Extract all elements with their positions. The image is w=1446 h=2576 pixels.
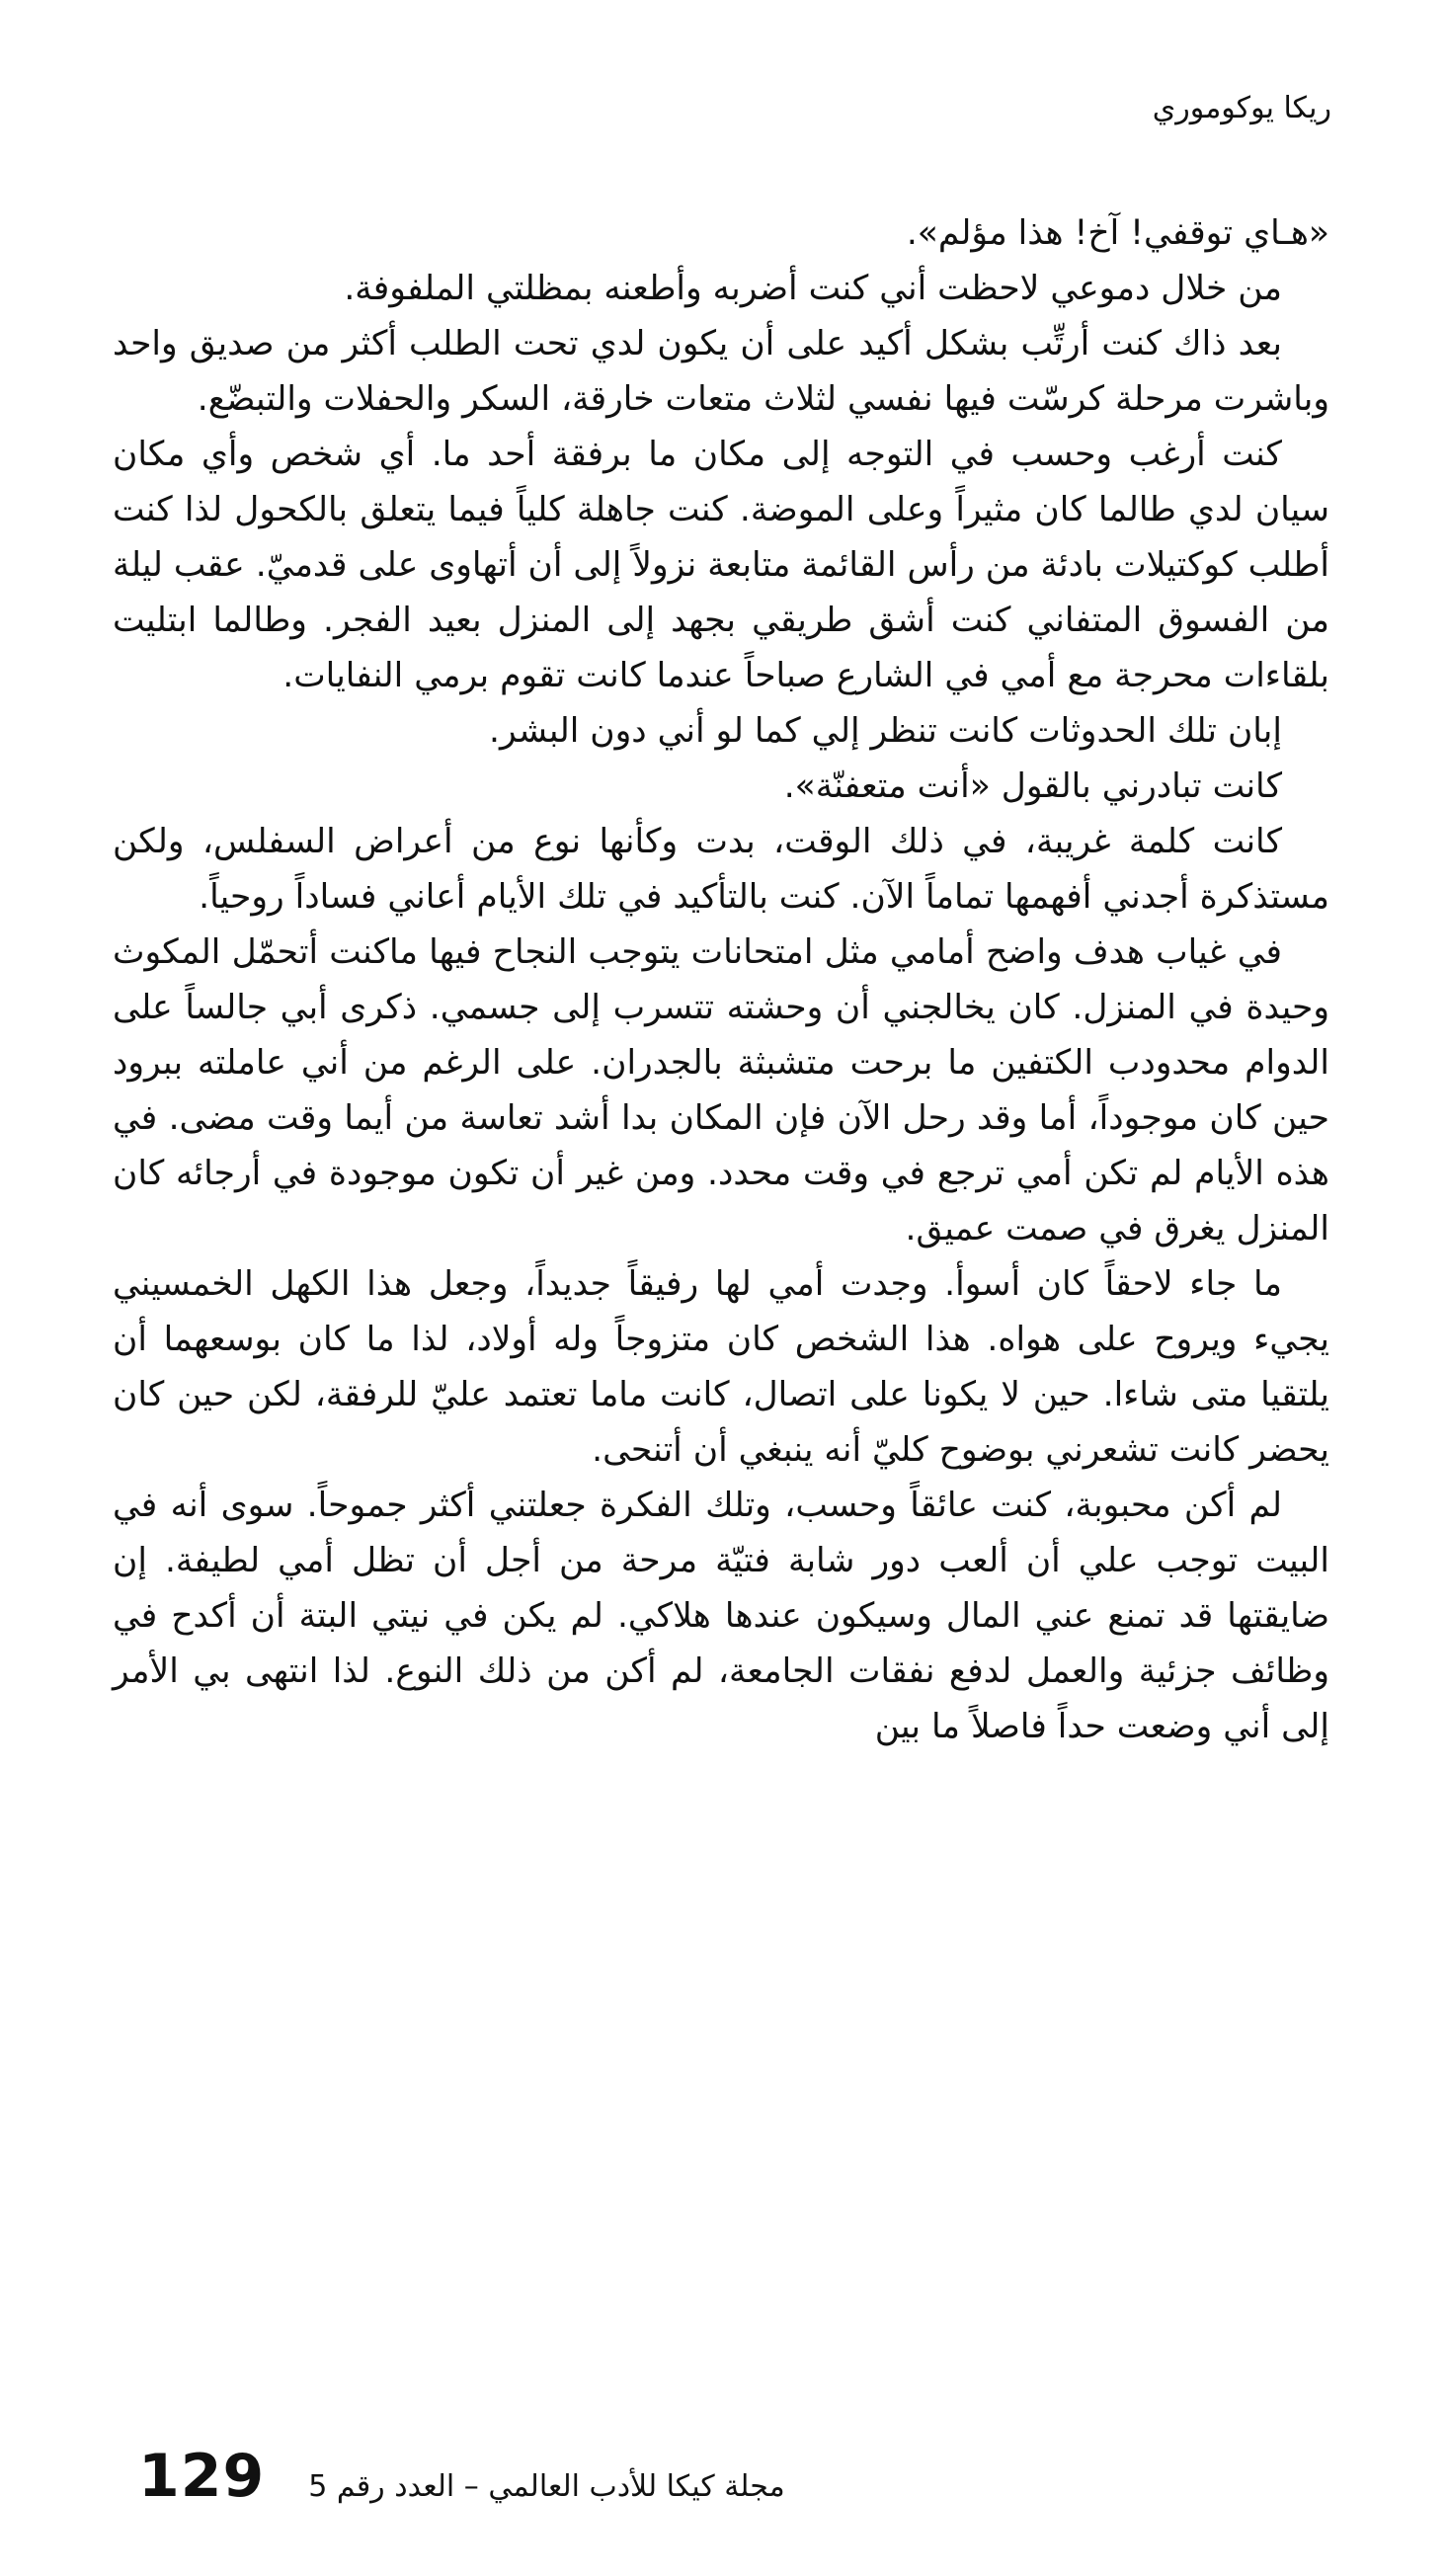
paragraph: ما جاء لاحقاً كان أسوأ. وجدت أمي لها رفيقاً جديداً، وجعل هذا الكهل الخمسيني يجيء ويروح على هواه. هذا الشخص كان متزوجاً وله أولاد، لذا ما كان بوسعهما أن يلتقيا متى شاءا. حين لا يكونا على اتصال، كانت ماما تعتمد عليّ للرفقة، لكن حين كان يحضر كانت تشعرني بوضوح كليّ أنه ينبغي أن أتنحى. [113,1264,1329,1470]
page-footer [138,2442,785,2511]
paragraph: كنت أرغب وحسب في التوجه إلى مكان ما برفقة أحد ما. أي شخص وأي مكان سيان لدي طالما كان مثيراً وعلى الموضة. كنت جاهلة كلياً فيما يتعلق بالكحول لذا كنت أطلب كوكتيلات بادئة من رأس القائمة متابعة نزولاً إلى أن أتهاوى على قدميّ. عقب ليلة من الفسوق المتفاني كنت أشق طريقي بجهد إلى المنزل بعيد الفجر. وطالما ابتليت بلقاءات محرجة مع أمي في الشارع صباحاً عندما كانت تقوم برمي النفايات. [113,435,1329,695]
paragraph: إبان تلك الحدوثات كانت تنظر إلي كما لو أني دون البشر. [489,711,1282,751]
paragraph: من خلال دموعي لاحظت أني كنت أضربه وأطعنه بمظلتي الملفوفة. [344,269,1282,308]
paragraph: كانت كلمة غريبة، في ذلك الوقت، بدت وكأنها نوع من أعراض السفلس، ولكن مستذكرة أجدني أفهمها تماماً الآن. كنت بالتأكيد في تلك الأيام أعاني فساداً روحياً. [113,822,1329,917]
paragraph: «هـاي توقفي! آخ! هذا مؤلم». [906,213,1329,253]
paragraph: لم أكن محبوبة، كنت عائقاً وحسب، وتلك الفكرة جعلتني أكثر جموحاً. سوى أنه في البيت توجب علي أن ألعب دور شابة فتيّة مرحة من أجل أن تظل أمي لطيفة. إن ضايقتها قد تمنع عني المال وسيكون عندها هلاكي. لم يكن في نيتي البتة أن أكدح في وظائف جزئية والعمل لدفع نفقات الجامعة، لم أكن من ذلك النوع. لذا انتهى بي الأمر إلى أني وضعت حداً فاصلاً ما بين [113,1486,1329,1746]
page-number: 129 [138,2442,266,2511]
running-header-author: ريكا يوكوموري [1152,91,1331,125]
paragraph: كانت تبادرني بالقول «أنت متعفنّة». [783,766,1282,806]
paragraph: في غياب هدف واضح أمامي مثل امتحانات يتوجب النجاح فيها ماكنت أتحمّل المكوث وحيدة في المنزل. كان يخالجني أن وحشته تتسرب إلى جسمي. ذكرى أبي جالساً على الدوام محدودب الكتفين ما برحت متشبثة بالجدران. على الرغم من أني عاملته ببرود حين كان موجوداً، أما وقد رحل الآن فإن المكان بدا أشد تعاسة من أيما وقت مضى. في هذه الأيام لم تكن أمي ترجع في وقت محدد. ومن غير أن تكون موجودة في أرجائه كان المنزل يغرق في صمت عميق. [113,932,1329,1248]
body-text [113,205,1329,1754]
paragraph: بعد ذاك كنت أرتِّب بشكل أكيد على أن يكون لدي تحت الطلب أكثر من صديق واحد وباشرت مرحلة كرسّت فيها نفسي لثلاث متعات خارقة، السكر والحفلات والتبضّع. [113,324,1329,419]
journal-title: مجلة كيكا للأدب العالمي – العدد رقم 5 [308,2469,785,2504]
